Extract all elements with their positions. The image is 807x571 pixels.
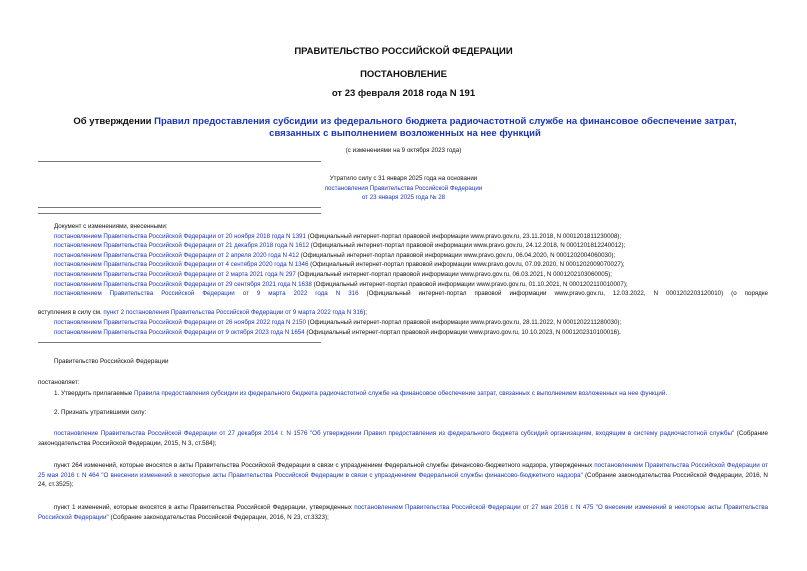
amendment-item <box>54 260 768 270</box>
amendment-item-continuation <box>38 308 768 318</box>
document-type: ПОСТАНОВЛЕНИЕ <box>360 69 447 80</box>
amendment-source: (Официальный интернет-портал правовой информации www.pravo.gov.ru, 23.11.2018, N 0001201811230008); <box>305 232 622 240</box>
expired-notice <box>0 174 807 203</box>
paragraph-1-suffix: . <box>665 390 668 397</box>
government-body: Правительство Российской Федерации <box>54 358 169 365</box>
divider <box>38 213 321 214</box>
paragraph-4-text: пункт 264 изменений, которые вносятся в акты Правительства Российской Федерации в связи с упразднением Федеральной службы финансово-бюджетного надзора, утвержденных <box>54 462 595 469</box>
amendments-list-tail <box>54 318 768 337</box>
amendment-item <box>54 318 768 328</box>
amendment-item <box>54 241 768 251</box>
expired-decree-date-link[interactable]: от 23 января 2025 года № 28 <box>361 194 446 202</box>
amendment-item <box>54 280 768 290</box>
divider <box>38 161 321 162</box>
amendment-source: (Официальный интернет-портал правовой информации www.pravo.gov.ru, 01.10.2021, N 0001202110010007); <box>311 280 628 288</box>
paragraph-4 <box>38 461 768 490</box>
amendment-link[interactable]: постановлением Правительства Российской Федерации от 2 апреля 2020 года N 412 <box>54 251 300 259</box>
amendment-link[interactable]: постановлением Правительства Российской Федерации от 26 ноября 2022 года N 2150 <box>54 319 306 326</box>
divider <box>38 207 321 208</box>
amendment-item <box>54 251 768 261</box>
amendment-link[interactable]: постановлением Правительства Российской Федерации от 9 марта 2022 года N 316 <box>54 290 359 298</box>
amendments-list <box>54 222 768 299</box>
amendment-link[interactable]: постановлением Правительства Российской Федерации от 21 декабря 2018 года N 1612 <box>54 242 310 250</box>
paragraph-4-source: (Собрание законодательства Российской Федерации, 2016, N 24, ст.3525); <box>38 471 768 489</box>
paragraph-5-text: пункт 1 изменений, которые вносятся в акты Правительства Российской Федерации, утвержденных <box>54 504 355 511</box>
paragraph-5-decree-link[interactable]: постановлением Правительства Российской Федерации от 27 мая 2016 г. N 475 "О внесении изменений в некоторые акты Правительства Российской Федерации" <box>38 504 769 521</box>
amendment-source: (Официальный интернет-портал правовой информации www.pravo.gov.ru, 24.12.2018, N 0001201812240012); <box>309 242 626 250</box>
amendment-source: (Официальный интернет-портал правовой информации www.pravo.gov.ru, 28.11.2022, N 0001202211280030); <box>305 319 622 326</box>
title-prefix: Об утверждении <box>73 116 155 127</box>
decrees-label: постановляет: <box>38 379 80 386</box>
amendment-source: (Официальный интернет-портал правовой информации www.pravo.gov.ru, 06.03.2021, N 0001202103060005); <box>295 270 612 278</box>
amendment-effective-link[interactable]: пункт 2 постановления Правительства Российской Федерации от 9 марта 2022 года N 316 <box>103 309 364 316</box>
amendment-source: (Официальный интернет-портал правовой информации www.pravo.gov.ru, 06.04.2020, N 0001202004060030); <box>299 251 616 259</box>
title-rules-link[interactable]: Правил предоставления субсидии из федерального бюджета радиочастотной службе на финансовое обеспечение затрат, связанных с выполнением возложенных на нее функций <box>154 116 737 139</box>
amendment-item <box>54 232 768 242</box>
amendment-item <box>54 289 768 299</box>
amendment-source: (Официальный интернет-портал правовой информации www.pravo.gov.ru, 07.09.2020, N 0001202009070027); <box>308 261 625 269</box>
document-title <box>60 116 750 140</box>
paragraph-1-rules-link[interactable]: Правила предоставления субсидии из федерального бюджета радиочастотной службе на финансовое обеспечение затрат, связанных с выполнением возложенных на нее функций <box>134 390 666 397</box>
paragraph-2: 2. Признать утратившими силу: <box>54 409 147 416</box>
amendment-note: вступления в силу см. <box>38 309 104 316</box>
amendment-link[interactable]: постановлением Правительства Российской Федерации от 9 октября 2023 года N 1654 <box>54 328 305 336</box>
expired-decree-link[interactable]: постановления Правительства Российской Федерации <box>324 184 483 192</box>
paragraph-1-prefix: 1. Утвердить прилагаемые <box>54 390 134 397</box>
paragraph-3-decree-link[interactable]: постановление Правительства Российской Федерации от 27 декабря 2014 г. N 1576 "Об утверждении Правил предоставления из федерального бюджета субсидий организациям, входящим в систему радиочастотной службы" <box>54 430 735 437</box>
changes-note: (с изменениями на 9 октября 2023 года) <box>345 147 462 154</box>
amendment-link[interactable]: постановлением Правительства Российской Федерации от 4 сентября 2020 года N 1346 <box>54 261 309 269</box>
amendment-link[interactable]: постановлением Правительства Российской Федерации от 2 марта 2021 года N 297 <box>54 270 296 278</box>
amendment-note-end: ); <box>363 309 367 316</box>
government-heading: ПРАВИТЕЛЬСТВО РОССИЙСКОЙ ФЕДЕРАЦИИ <box>294 46 513 57</box>
amendment-link[interactable]: постановлением Правительства Российской Федерации от 29 сентября 2021 года N 1638 <box>54 280 312 288</box>
document-date-number: от 23 февраля 2018 года N 191 <box>331 88 476 99</box>
paragraph-3-source: (Собрание законодательства Российской Федерации, 2015, N 3, ст.584); <box>38 430 768 447</box>
amendment-item <box>54 270 768 280</box>
paragraph-1 <box>54 389 768 399</box>
amendments-intro: Документ с изменениями, внесенными: <box>54 223 168 230</box>
amendment-source: (Официальный интернет-портал правовой информации www.pravo.gov.ru, 10.10.2023, N 0001202310100016). <box>304 328 621 336</box>
expired-line-1: Утратило силу с 31 января 2025 года на основании <box>329 175 478 182</box>
divider <box>38 342 321 343</box>
amendment-item <box>54 328 768 338</box>
amendment-source: (Официальный интернет-портал правовой информации www.pravo.gov.ru, 12.03.2022, N 0001202203120010) (о порядке <box>358 290 768 298</box>
paragraph-4-decree-link[interactable]: постановлением Правительства Российской Федерации от 25 мая 2016 г. N 464 "О внесении изменений в некоторые акты Правительства Российской Федерации в связи с упразднением Федеральной службы финансово-бюджетного надзора" <box>38 462 768 479</box>
paragraph-3 <box>38 429 768 448</box>
amendment-link[interactable]: постановлением Правительства Российской Федерации от 20 ноября 2018 года N 1391 <box>54 232 306 240</box>
paragraph-5-source: (Собрание законодательства Российской Федерации, 2016, N 23, ст.3323); <box>108 513 329 521</box>
paragraph-5 <box>38 503 768 522</box>
